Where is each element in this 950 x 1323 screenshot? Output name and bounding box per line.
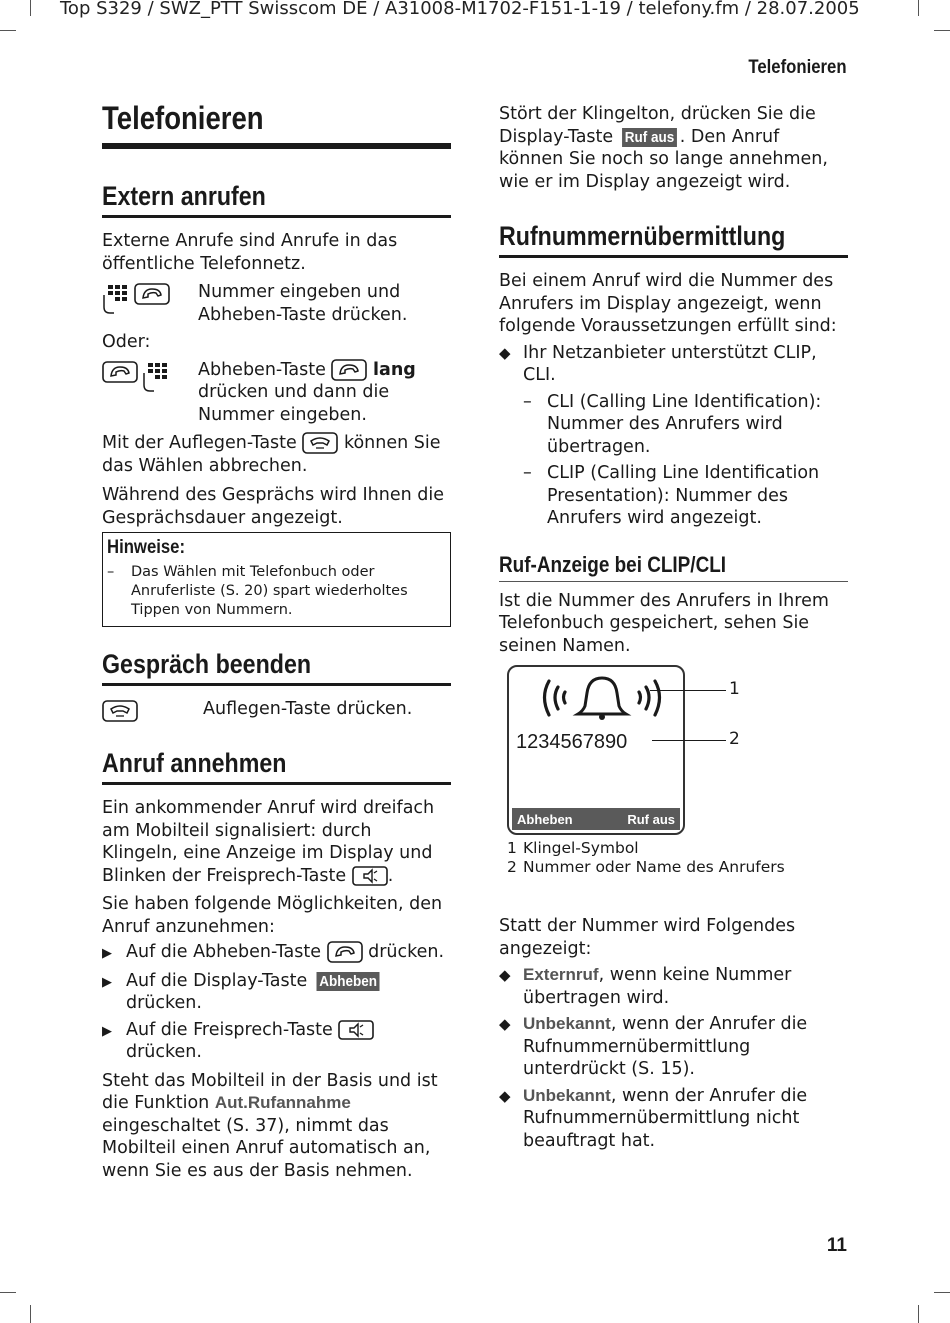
ring-bell-icon xyxy=(539,673,665,723)
diamond-bullet-icon: ◆ xyxy=(499,1015,511,1033)
text: . Den Anruf können Sie noch so lange annehmen, wie er im Display angezeigt wird. xyxy=(499,126,828,192)
left-column xyxy=(102,100,451,1182)
list-item-text xyxy=(523,1085,848,1153)
paragraph xyxy=(102,1070,451,1183)
legend xyxy=(499,839,848,877)
callout-number: 2 xyxy=(729,729,740,749)
text: . xyxy=(387,865,394,886)
heading-extern-anrufen: Extern anrufen xyxy=(102,181,266,211)
divider xyxy=(102,143,451,149)
list-item-text xyxy=(126,970,451,1015)
text: Stört der Klingelton, drücken Sie die Display-Taste xyxy=(499,104,816,147)
instruction-text: Auflegen-Taste drücken. xyxy=(203,699,413,719)
legend-text: Klingel-Symbol xyxy=(523,839,639,857)
note-text: Das Wählen mit Telefonbuch oder Anruferliste (S. 20) spart wiederholtes Tippen von Nummern. xyxy=(131,564,408,618)
talk-key-icon xyxy=(134,283,170,305)
talk-key-icon xyxy=(331,359,367,381)
paragraph: Ist die Nummer des Anrufers in Ihrem Telefonbuch gespeichert, sehen Sie seinen Namen. xyxy=(499,590,829,656)
heading-anruf-annehmen: Anruf annehmen xyxy=(102,748,287,778)
divider xyxy=(102,782,451,785)
keypad-icon xyxy=(142,361,170,393)
text: Ein ankommender Anruf wird dreifach am Mobilteil signalisiert: durch Klingeln, eine Anzeige im Display und Blinken der Freisprech-Taste xyxy=(102,798,435,886)
text: , wenn der Anrufer die Rufnummernübermittlung nicht beauftragt hat. xyxy=(523,1085,808,1151)
handsfree-key-icon xyxy=(338,1020,374,1040)
legend-text: Nummer oder Name des Anrufers xyxy=(523,858,785,876)
paragraph: Bei einem Anruf wird die Nummer des Anrufers im Display angezeigt, wenn folgende Voraussetzungen erfüllt sind: xyxy=(499,271,837,336)
softkey-abheben[interactable]: Abheben xyxy=(517,811,573,827)
list-item-text xyxy=(126,941,444,966)
text: Auf die Display-Taste xyxy=(126,970,308,991)
list-item-text xyxy=(523,1013,848,1081)
text: , wenn keine Nummer übertragen wird. xyxy=(523,965,792,1008)
paragraph xyxy=(499,103,848,193)
text: drücken und dann die Nummer eingeben. xyxy=(198,382,390,425)
emphasis: lang xyxy=(373,359,416,380)
list-item xyxy=(499,1085,848,1153)
display-key-abheben: Abheben xyxy=(316,972,379,991)
paragraph: Sie haben folgende Möglichkeiten, den Anruf anzunehmen: xyxy=(102,894,443,937)
legend-number: 2 xyxy=(507,858,517,876)
crop-mark xyxy=(30,1305,31,1323)
talk-key-icon xyxy=(102,361,138,383)
divider xyxy=(102,683,451,686)
divider xyxy=(102,215,451,218)
callout-line xyxy=(650,690,726,691)
list-item xyxy=(102,941,451,966)
list-item xyxy=(499,964,848,1009)
text: können Sie das Wählen abbrechen. xyxy=(102,433,441,476)
list-item-text: Ihr Netzanbieter unterstützt CLIP, CLI. xyxy=(523,342,817,385)
end-key-icon xyxy=(302,432,338,454)
diamond-bullet-icon: ◆ xyxy=(499,966,511,984)
sub-list-item xyxy=(499,462,848,530)
list-item xyxy=(102,970,451,1015)
list-item-text: CLIP (Calling Line Identification Presentation): Nummer des Anrufers wird angezeigt. xyxy=(547,463,820,528)
instruction-text xyxy=(198,359,451,427)
text: drücken. xyxy=(126,1042,202,1062)
crop-mark xyxy=(0,30,16,31)
menu-term: Unbekannt xyxy=(523,1085,611,1105)
crop-mark xyxy=(0,1292,16,1293)
display-illustration xyxy=(499,665,848,837)
arrow-bullet-icon: ▶ xyxy=(102,1023,112,1039)
instruction-row xyxy=(102,281,451,326)
heading-ruf-anzeige: Ruf-Anzeige bei CLIP/CLI xyxy=(499,551,727,577)
menu-term: Aut.Rufannahme xyxy=(214,1093,351,1112)
list-item-text xyxy=(523,964,848,1009)
note-item xyxy=(107,563,446,620)
text: Abheben-Taste xyxy=(198,359,326,380)
legend-number: 1 xyxy=(507,839,517,857)
paragraph: Oder: xyxy=(102,332,151,352)
instruction-row xyxy=(102,359,451,427)
crop-mark xyxy=(934,1292,950,1293)
handsfree-key-icon xyxy=(352,866,388,886)
note-title: Hinweise: xyxy=(107,537,186,558)
dash: – xyxy=(107,564,115,580)
arrow-bullet-icon: ▶ xyxy=(102,946,112,961)
text: Steht das Mobilteil in der Basis und ist die Funktion xyxy=(102,1070,438,1113)
crop-mark xyxy=(918,1305,919,1323)
paragraph xyxy=(102,432,451,477)
dash: – xyxy=(523,391,532,412)
display-number: 1234567890 xyxy=(516,731,628,753)
paragraph: Während des Gesprächs wird Ihnen die Gesprächsdauer angezeigt. xyxy=(102,485,444,528)
text: , wenn der Anrufer die Rufnummernübermittlung unterdrückt (S. 15). xyxy=(523,1014,808,1079)
callout-line xyxy=(652,740,726,741)
crop-mark xyxy=(934,30,950,31)
diamond-bullet-icon: ◆ xyxy=(499,343,511,362)
end-key-icon xyxy=(102,700,138,722)
crop-mark xyxy=(918,0,919,16)
paragraph xyxy=(102,797,451,887)
heading-rufnummernuebermittlung: Rufnummernübermittlung xyxy=(499,221,786,251)
menu-term: Externruf xyxy=(523,965,599,984)
note-box xyxy=(102,532,451,627)
softkey-bar xyxy=(512,808,680,830)
keypad-icon xyxy=(102,283,130,315)
page-number: 11 xyxy=(826,1235,847,1256)
list-item-text: CLI (Calling Line Identification): Nummer des Anrufers wird übertragen. xyxy=(547,391,822,457)
list-item xyxy=(499,342,848,387)
list-item xyxy=(499,1013,848,1081)
right-column xyxy=(499,103,848,1152)
sub-list-item xyxy=(499,391,848,459)
list-item xyxy=(102,1019,451,1064)
display-key-ruf-aus: Ruf aus xyxy=(622,128,677,147)
text: Mit der Auflegen-Taste xyxy=(102,433,297,453)
arrow-bullet-icon: ▶ xyxy=(102,974,112,990)
text: Auf die Freisprech-Taste xyxy=(126,1019,333,1040)
page-title: Telefonieren xyxy=(102,100,264,136)
crop-mark xyxy=(30,0,31,16)
legend-item xyxy=(507,839,848,858)
instruction-text: Nummer eingeben und Abheben-Taste drücken. xyxy=(198,282,408,325)
dash: – xyxy=(523,463,532,483)
callout-number: 1 xyxy=(729,679,740,699)
running-header: Top S329 / SWZ_PTT Swisscom DE / A31008-M1702-F151-1-19 / telefony.fm / 28.07.2005 xyxy=(60,0,860,19)
section-title: Telefonieren xyxy=(748,57,847,78)
paragraph: Statt der Nummer wird Folgendes angezeigt: xyxy=(499,916,796,959)
paragraph: Externe Anrufe sind Anrufe in das öffentliche Telefonnetz. xyxy=(102,231,398,274)
instruction-row xyxy=(102,698,451,722)
text: drücken. xyxy=(368,942,445,962)
divider xyxy=(499,255,848,258)
heading-gespraech-beenden: Gespräch beenden xyxy=(102,649,312,679)
menu-term: Unbekannt xyxy=(523,1014,611,1033)
diamond-bullet-icon: ◆ xyxy=(499,1086,511,1105)
legend-item xyxy=(507,858,848,877)
text: eingeschaltet (S. 37), nimmt das Mobilteil einen Anruf automatisch an, wenn Sie es aus der Basis nehmen. xyxy=(102,1115,431,1181)
list-item-text xyxy=(126,1019,451,1064)
text: Auf die Abheben-Taste xyxy=(126,942,321,962)
talk-key-icon xyxy=(327,941,363,963)
divider xyxy=(499,581,848,582)
text: drücken. xyxy=(126,993,202,1013)
softkey-ruf-aus[interactable]: Ruf aus xyxy=(627,811,675,827)
